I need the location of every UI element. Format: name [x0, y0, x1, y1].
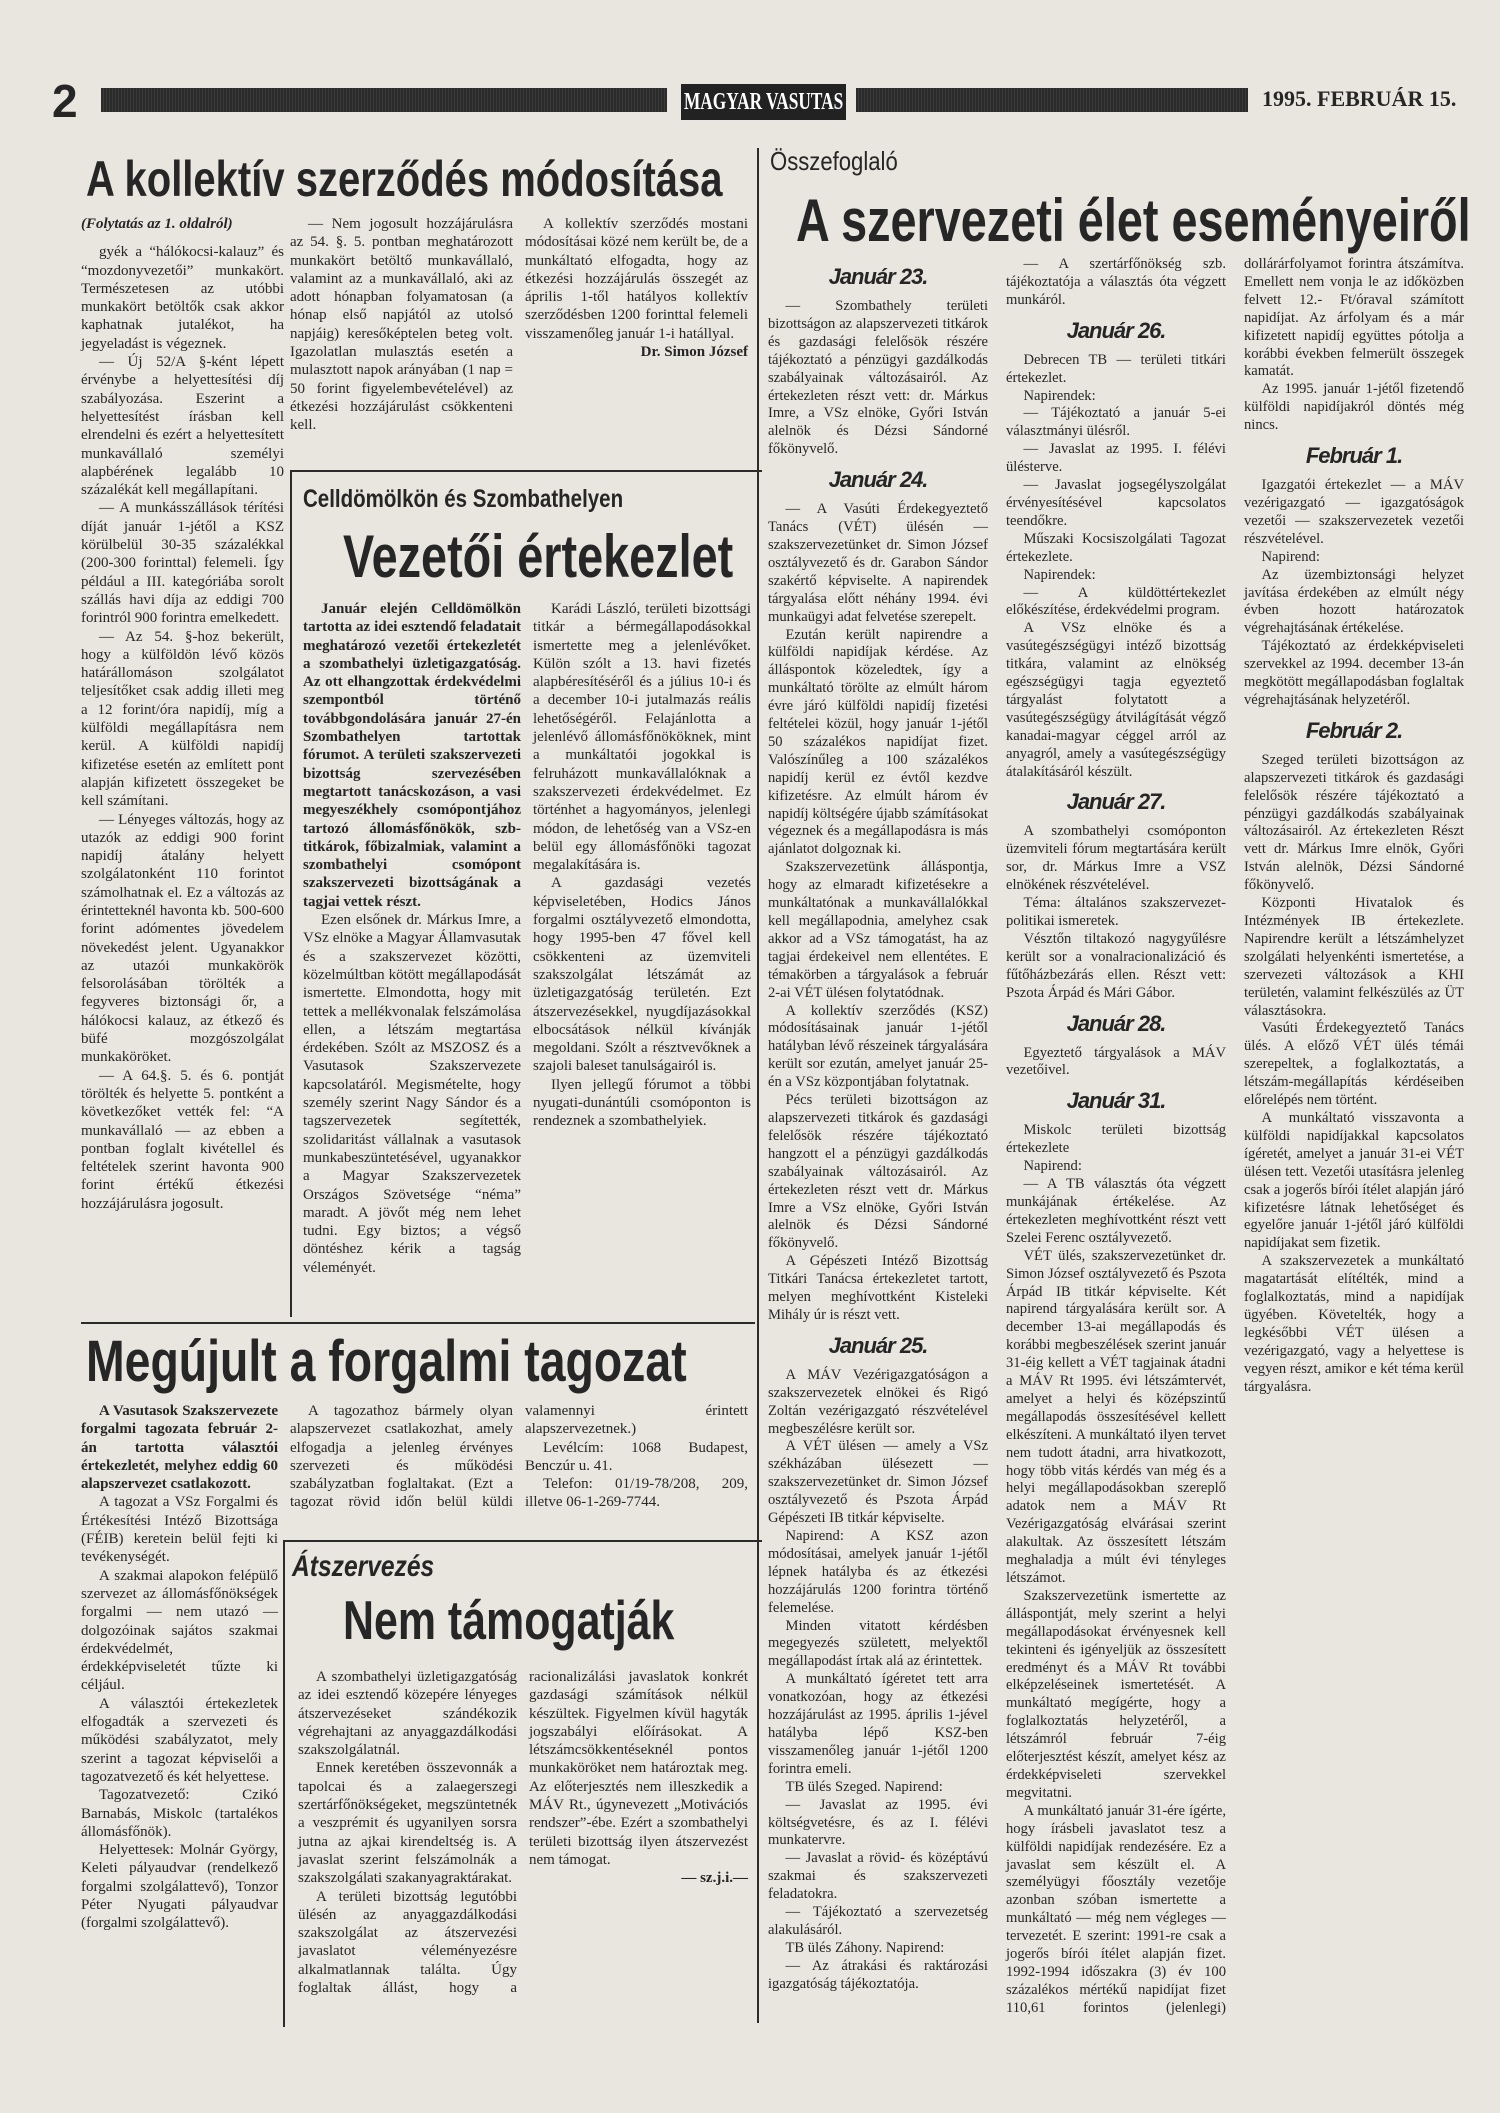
- paragraph: Szakszervezetünk ismertette az álláspontját, mely szerint a helyi megállapodásokat érvényesnek kell tekinteni és igényeljük az összesített eredményt és a MÁV Rt további elképzeléseinek ismertetését. A munkáltató megígérte, hogy a foglalkoztatás helyzetéről, a létszámról február 7-éig előterjesztést készít, amelyet kész az érdekképviseleti szervekkel megvitatni.: [1006, 1587, 1226, 1801]
- paragraph: TB ülés Szeged. Napirend:: [785, 1778, 943, 1795]
- paragraph: Szakszervezetünk álláspontja, hogy az elmaradt kifizetésekre a munkáltatónak a munkavállalókkal kell megállapodnia, amelyhez csak akkor ad a VSz támogatást, ha az tagjai érdekeivel nem ellentétes. E témakörben a tárgyalások a február 2-ai VÉT ülésen folytatódnak.: [768, 859, 988, 1001]
- date-heading: Február 2.: [1305, 717, 1403, 743]
- paragraph: Helyettesek: Molnár György, Keleti pályaudvar (rendelkező forgalmi szolgálattevő), Tonzor Péter Nyugati pályaudvar (forgalmi szolgálattevő).: [81, 1842, 278, 1932]
- paragraph: A Gépészeti Intéző Bizottság Titkári Tanácsa értekezletet tartott, melyen meghívottként Kisteleki Mihály úr is részt vett.: [768, 1253, 988, 1323]
- masthead-logo-text: MAGYAR VASUTAS: [683, 88, 844, 115]
- paragraph: Szeged területi bizottságon az alapszervezeti titkárok és gazdasági felelősök részére tájékoztató a pénzügyi gazdálkodás szabályainak változásairól. Az értekezleten Részt vett dr. Márkus Imre elnök, Győri István alelnök, Dézsi Sándorné főkönyvelő.: [1244, 751, 1464, 894]
- paragraph: Karádi László, területi bizottsági titkár a bérmegállapodásokkal ismertette meg a jelenlévőket. Külön szólt a 13. havi fizetés alapbéresítéséről és a július 10-i és a december 10-i jutalmazás reális lehetőségéről. Felajánlotta a jelenlévő állomásfőnököknek, mint a munkáltatói jogokkal is felruházott munkavállalóknak a szakszervezeti érdekvédelmet. Ez történhet a hagyományos, jelenlegi módon, de lehetőség van a VSz-en belül egy állomásfőnöki tagozat megalakítására is.: [533, 601, 751, 874]
- article-title: Nem támogatják: [343, 1589, 675, 1651]
- article-vezetoi-body: [303, 600, 751, 1310]
- paragraph: Napirend:: [1023, 1158, 1082, 1175]
- date-heading: Január 24.: [828, 467, 928, 493]
- paragraph: Téma: általános szakszervezet-politikai ismeretek.: [1006, 895, 1226, 929]
- paragraph: Levélcím: 1068 Budapest, Benczúr u. 41.: [525, 1439, 748, 1474]
- date-heading: Január 25.: [828, 1332, 928, 1358]
- paragraph: Ezen elsőnek dr. Márkus Imre, a VSz elnöke a Magyar Államvasutak és a szakszervezet közötti, közelmúltban kötött megállapodását ismertette. Elmondotta, hogy mit tettek a mellékvonalak felszámolása ellen, a létszám megtartása érdekében. Szólt az MSZOSZ és a Vasutasok Szakszervezete kapcsolatáról. Megismételte, hogy személy szerint Nagy Sándor és a tagszervezetek segítették, szolidaritást vállalnak a vasutasok munkabeszüntetésével, ugyanakkor a Magyar Szakszervezetek Országos Szövetsége “néma” maradt. A jövőt még nem lehet tudni. Egy biztos; a végső döntéshez kérik a tagság véleményét.: [303, 912, 521, 1276]
- article-kicker: Összefoglaló: [770, 146, 898, 176]
- paragraph: A szakmai alapokon felépülő szervezet az állomásfőnökségek forgalmi — nem utazó — dolgozóinak sajátos szakmai érdekvédelmét, érdekképviseletét tűzte ki céljául.: [81, 1567, 278, 1694]
- paragraph: A VÉT ülésen — amely a VSz székházában ülésezett — szakszervezetünket dr. Simon József osztályvezető és Pszota Árpád Gépészeti IB titkár képviselte.: [768, 1438, 988, 1527]
- paragraph: — Tájékoztató a szervezetség alakulásáról.: [768, 1904, 988, 1938]
- paragraph: Miskolc területi bizottság értekezlete: [1006, 1122, 1226, 1157]
- paragraph: Napirend:: [1261, 548, 1320, 565]
- article-title: Vezetői értekezlet: [343, 523, 734, 590]
- paragraph: A MÁV Vezérigazgatóságon a szakszervezetek elnökei és Rigó Zoltán vezérigazgató részvételével megbeszélésre került sor.: [768, 1366, 988, 1437]
- paragraph: Ennek keretében összevonnák a tapolcai és a zalaegerszegi szertárfőnökségeket, megszüntetnék a veszprémit és ugyanilyen sorsra jutna az ajkai kirendeltség is. A javaslat szerint felszámolnák a szakszolgálati szakanyagraktárakat.: [298, 1760, 517, 1887]
- paragraph: Minden vitatott kérdésben megegyezés született, melyektől megállapodást írtak alá az érintettek.: [768, 1617, 988, 1670]
- paragraph: VÉT ülés, szakszervezetünket dr. Simon József osztályvezető és Pszota Árpád IB titkár képviselte. Két napirend tárgyalására került sor. A december 13-ai megállapodás és korábbi megbeszélések szerint január 31-éig kellett a VÉT tagjainak átadni a MÁV Rt 1995. évi létszámtervét, amelyet a helyi és középszintű megállapodás összesítésével kellett elkészíteni. A munkáltató ilyen tervet nem tudott átadni, arra hivatkozott, hogy több vitás kérdés van még és a helyi megállapodásokban szereplő adatok nem a MÁV Rt Vezérigazgatóság elvárásai szerint alakultak. Az összesített létszám meghaladja a múlt évi tényleges létszámot.: [1006, 1247, 1226, 1586]
- article-kollektiv-col1: [81, 215, 284, 1213]
- paragraph: A Vasutasok Szakszervezete forgalmi tagozata február 2-án tartotta választói értekezletét, melyhez eddig 60 alapszervezet csatlakozott.: [81, 1403, 278, 1493]
- paragraph: A munkáltató visszavonta a külföldi napidíjakkal kapcsolatos ígéretét, amelyet a január 31-ei VÉT ülésen tett. Vezetői utasításra jelenleg csak a jogerős bírói ítélet alapján járó kifizetésre látnak lehetőséget és egyelőre január 1-jétől járó külföldi napidíjakat sem fizetik.: [1244, 1109, 1464, 1252]
- paragraph: — A küldöttértekezlet előkészítése, érdekvédelmi program.: [1006, 584, 1226, 619]
- paragraph: Tagozatvezető: Czikó Barnabás, Miskolc (tartalékos állomásfőnök).: [81, 1787, 278, 1840]
- date-heading: Január 31.: [1066, 1088, 1166, 1114]
- article-kicker: Celldömölkön és Szombathelyen: [303, 485, 624, 513]
- paragraph: — Lényeges változás, hogy az utazók az eddigi 900 forint napidíj átalány helyett szolgálatonként 110 forintot számolhatnak el. Ez a változás az érintetteknél havonta kb. 500-600 forint adómentes jövedelem növekedést jelent. Ugyanakkor az utazói munkakörök felsorolásában törölték a fegyveres biztonsági őr, a hálókocsi kalauz, az étkező és büfé mozgószolgálat munkaköröket.: [81, 811, 284, 1066]
- paragraph: A területi bizottság legutóbbi ülésén az anyaggazdálkodási szakszolgálat az átszervezési javaslatot véleményezésre alkalmatlannak találta. Úgy foglaltak állást, hogy a racionalizálási javaslatok konkrét gazdasági számítások nélkül készültek. Figyelmen kívül hagyták jogszabályi előírásokat. A létszámcsökkentéseknél pontos munkaköröket nem határoztak meg. Az előterjesztés nem illeszkedik a MÁV Rt., úgynevezett „Motivációs rendszer”-ébe. Ezért a szombathelyi területi bizottság ilyen átszervezést nem támogat.: [298, 1669, 748, 1997]
- paragraph: — Javaslat az 1995. évi költségvetésre, és az I. félévi munkatervre.: [768, 1796, 988, 1849]
- article-tagozat-col23: [290, 1402, 748, 1532]
- paragraph: Műszaki Kocsiszolgálati Tagozat értekezlete.: [1006, 530, 1226, 565]
- paragraph: A VSz elnöke és a vasútegészségügyi intéző bizottság titkára, valamint az elnökség egészségügyi tagja egyeztető tárgyalást folytatott a vasútegészségügy átvilágítását végző kanadai-magyar céggel arról az anyagról, amely a vasútegészségügy átalakításáról készült.: [1006, 620, 1226, 780]
- date-heading: Január 28.: [1066, 1010, 1166, 1036]
- paragraph: — Az átrakási és raktározási igazgatóság tájékoztatója.: [768, 1957, 988, 1992]
- paragraph: A szakszervezetek a munkáltató magatartását elítélték, mind a foglalkoztatás, mind a napidíjak ügyében. Követelték, hogy a legkésőbbi VÉT ülésen a vezérigazgató, vagy a helyettese is vegyen részt, amikor e két téma kerül tárgyalásra.: [1244, 1253, 1464, 1395]
- paragraph: Telefon: 01/19-78/208, 209, illetve 06-1-269-7744.: [525, 1476, 748, 1511]
- paragraph: — A munkásszállások térítési díját január 1-jétől a KSZ körülbelül 30-35 százalékkal (200-300 forinttal) felemeli. Így például a III. kategóriába sorolt szállás havi díja az eddigi 700 forintról 900 forintra emelkedett.: [81, 500, 284, 627]
- page-number: 2: [52, 75, 78, 127]
- paragraph: — A TB választás óta végzett munkájának értékelése. Az értekezleten meghívottként részt vett Szelei Ferenc osztályvezető.: [1006, 1176, 1226, 1246]
- paragraph: A tagozat a VSz Forgalmi és Értékesítési Intéző Bizottsága (FÉIB) keretein belül fejti ki tevékenységét.: [81, 1494, 278, 1566]
- paragraph: TB ülés Záhony. Napirend:: [785, 1939, 945, 1956]
- paragraph: — Javaslat jogsegélyszolgálat érvényesítésével kapcsolatos teendőkre.: [1006, 477, 1226, 529]
- article-atszervezes-body: [298, 1668, 748, 2013]
- paragraph: Debrecen TB — területi titkári értekezlet.: [1006, 351, 1226, 386]
- author-signature: Dr. Simon József: [640, 344, 748, 361]
- date-heading: Január 26.: [1066, 317, 1166, 343]
- article-kollektiv-title-wrap: [86, 150, 882, 208]
- paragraph: — Javaslat az 1995. I. félévi ülésterve.: [1006, 441, 1226, 476]
- paragraph: A kollektív szerződés (KSZ) módosításainak január 1-jétől hatályban lévő részeinek tárgyalására került sor ezután, amelyet január 25-én a VSz központjában folytatnak.: [768, 1002, 988, 1091]
- paragraph: Napirendek:: [1023, 566, 1096, 583]
- paragraph: — Nem jogosult hozzájárulásra az 54. §. 5. pontban meghatározott munkakört betöltő munkavállaló, valamint az a munkavállaló, aki az adott hónapban folyamatosan (a hónap első napjától az utolsó napjáig) keresőképtelen beteg volt. Igazolatlan mulasztás esetén a mulasztott napok arányában (1 nap = 50 forint figyelembevételével) az étkezési hozzájárulást csökkenteni kell.: [290, 216, 513, 434]
- paragraph: Vésztőn tiltakozó nagygyűlésre került sor a vonalracionalizáció és fűtőházbezárás ellen. Részt vett: Pszota Árpád és Mári Gábor.: [1006, 930, 1226, 1001]
- paragraph: Tájékoztató az érdekképviseleti szervekkel az 1994. december 13-án megkötött megállapodásban foglaltak végrehajtásának helyzetéről.: [1244, 638, 1464, 708]
- date-heading: Február 1.: [1305, 443, 1403, 469]
- article-osszefoglalo-body: [768, 256, 1464, 2026]
- paragraph: Napirendek:: [1023, 387, 1096, 404]
- article-kollektiv-col23: [290, 215, 748, 460]
- paragraph: Egyeztető tárgyalások a MÁV vezetőivel.: [1006, 1044, 1226, 1079]
- paragraph: — Új 52/A §-ként lépett érvénybe a helyettesítési díj szabályozása. Eszerint a helyettesítést írásban kell elrendelni és ezért a helyettesített munkavállaló személyi alapbérének legalább 10 százalékát kell megállapítani.: [81, 354, 284, 499]
- title-wrap: [796, 186, 1500, 255]
- kicker-wrap: [770, 146, 920, 177]
- kicker-wrap: [292, 1550, 465, 1584]
- paragraph: Január elején Celldömölkön tartotta az idei esztendő feladatait meghatározó vezetői értekezletét a szombathelyi üzletigazgatóság. Az ott elhangzottak érdekvédelmi szempontból történő továbbgondolására január 27-én Szombathelyen tartottak fórumot. A területi szakszervezeti bizottság szervezésében megtartott tanácskozáson, a vasi megyeszékhely csomópontjához tartozó állomásfőnökök, szb-titkárok, főbizalmiak, valamint a szombathelyi csomópont szakszervezeti bizottságának a tagjai vettek részt.: [303, 601, 521, 910]
- paragraph: — A Vasúti Érdekegyeztető Tanács (VÉT) ülésén — szakszervezetünket dr. Simon József osztályvezető és dr. Garabon Sándor szakértő képviselte. A napirendek tárgyalása előtt néhány 1994. évi munkaügyi adat felvetése szerepelt.: [768, 501, 988, 625]
- title-wrap: [343, 1588, 768, 1652]
- article-title: A kollektív szerződés módosítása: [86, 151, 723, 207]
- paragraph: — A szertárfőnökség szb. tájékoztatója a választás óta végzett munkáról.: [1006, 256, 1226, 308]
- article-title: Megújult a forgalmi tagozat: [86, 1329, 687, 1394]
- paragraph: — A 64.§. 5. és 6. pontját törölték és helyette 5. pontként a következőket vették fel: “A munkavállaló — az ebben a pontban foglalt kivétellel és feltételek szerint havonta 900 forint értékű étkezési hozzájárulásra jogosult.: [81, 1067, 284, 1212]
- paragraph: A kollektív szerződés mostani módosításai közé nem került be, de a munkáltató elfogadta, hogy az étkezési hozzájárulás összegét az április 1-től hatályos kollektív szerződésben 1200 forinttal felemeli visszamenőleg január 1-i hatállyal.: [525, 216, 748, 342]
- column-divider: [757, 148, 759, 2023]
- paragraph: — Az 54. §-hoz bekerült, hogy a külföldön lévő közös határállomáson szolgálatot teljesítőket csak addig illeti meg a 12 forint/óra napidíj, míg a külföldi megállapításra nem kerül. A külföldi napidíj kifizetése esetén az említett pont alapján kifizetett összegeket be kell számítani.: [81, 628, 284, 810]
- title-wrap: [86, 1328, 837, 1395]
- paragraph: — Tájékoztató a január 5-ei választmányi ülésről.: [1006, 405, 1226, 440]
- header-rule-left: [101, 88, 667, 112]
- paragraph: Napirend: A KSZ azon módosításai, amelyek január 1-jétől lépnek hatályba és az étkezési hozzájárulás 1200 forintra történő felemelése.: [768, 1528, 988, 1616]
- kicker-wrap: [303, 485, 693, 514]
- paragraph: Központi Hivatalok és Intézmények IB értekezlete. Napirendre került a létszámhelyzet szolgálati helyenkénti ismertetése, a szervezeti változások a KHI területén, valamint felkészülés az ÜT választásokra.: [1244, 895, 1464, 1019]
- issue-date: 1995. FEBRUÁR 15.: [1262, 86, 1457, 111]
- section-divider: [81, 1322, 755, 1324]
- paragraph: Ilyen jellegű fórumot a többi nyugati-dunántúli csomóponton is rendeznek a szombathelyiek.: [533, 1076, 751, 1130]
- paragraph: Vasúti Érdekegyeztető Tanács ülés. A előző VÉT ülés témái szerepeltek, a foglalkoztatás, a létszám-megállapítás kérdéseiben előrelépés nem történt.: [1244, 1020, 1464, 1109]
- paragraph: A választói értekezletek elfogadták a szervezeti és működési szabályzatot, mely szerint a tagozat képviselői a tagozatvezető és két helyettese.: [81, 1695, 278, 1785]
- paragraph: Igazgatói értekezlet — a MÁV vezérigazgató — igazgatóságok vezetői — szakszervezetek vezetői részvételével.: [1244, 477, 1464, 547]
- paragraph: — Javaslat a rövid- és középtávú szakmai és szakszervezeti feladatokra.: [768, 1850, 988, 1903]
- header-rule-right: [856, 88, 1248, 112]
- paragraph: A tagozathoz bármely olyan alapszervezet csatlakozhat, amely elfogadja a jelenleg érvényes szervezeti és működési szabályzatban foglaltakat. (Ezt a tagozat rövid időn belül küldi valamennyi érintett alapszervezetnek.): [290, 1403, 748, 1511]
- author-signature: — sz.j.i.—: [681, 1870, 748, 1887]
- paragraph: Ezután került napirendre a külföldi napidíjak kérdése. Az álláspontok közeledtek, így a munkáltató törölte az elmúlt három évre járó külföldi napidíj fizetési feltételei közül, hogy január 1-jétől 50 százalékos napidíjat fizet. Valószínűleg a 100 százalékos napidíj kerül ez évtől kezdve kifizetésre. Az elmúlt három év napidíj költségére újabb számításokat végeznek és a megállapodásra is más ajánlatot dolgoznak ki.: [768, 626, 988, 858]
- article-title: A szervezeti élet eseményeiről: [796, 187, 1471, 254]
- paragraph: A munkáltató január 31-ére ígérte, hogy írásbeli javaslatot tesz a külföldi napidíjak rendezésére. Ez a javaslat sem készült el. A személyügyi főosztály vezetője azonban szóban ismertette a munkáltató — még nem végleges — tervezetét. E szerint: 1991-re csak a jogerős bírói ítélet alapján fizet. 1992-1994 időszakra (3) év 100 százalékos mértékű napidíjat fizet 110,61 forintos (jelenlegi) dollárárfolyamot forintra átszámítva. Emellett nem vonja le az időközben felvett 12.- Ft/óraval számított napidíjat. Az árfolyam és a már kifizetett napidíj együttes pótolja a korábbi években felmerült összegek kamatát.: [1006, 256, 1464, 2016]
- paragraph: A szombathelyi üzletigazgatóság az idei esztendő közepére lényeges átszervezéseket szándékozik végrehajtani az anyaggazdálkodási szakszolgálatnál.: [298, 1669, 517, 1759]
- article-kicker: Átszervezés: [292, 1550, 435, 1583]
- masthead-logo: [681, 84, 846, 120]
- paragraph: A szombathelyi csomóponton üzemviteli fórum megtartására került sor, dr. Márkus Imre a VSZ elnökének részvételével.: [1006, 823, 1226, 894]
- continuation-note: (Folytatás az 1. oldalról): [81, 216, 233, 232]
- paragraph: A munkáltató ígéretet tett arra vonatkozóan, hogy az étkezési hozzájárulást az 1995. április 1-jével hatályba lépő KSZ-ben visszamenőleg január 1-jétől 1200 forintra emeli.: [768, 1671, 988, 1777]
- date-heading: Január 23.: [828, 264, 928, 289]
- paragraph: Az üzembiztonsági helyzet javítása érdekében az elmúlt négy évben hozott határozatok végrehajtásának értékelése.: [1244, 566, 1464, 637]
- article-tagozat-col1: [81, 1402, 278, 1933]
- paragraph: A gazdasági vezetés képviseletében, Hodics János forgalmi osztályvezető elmondotta, hogy 1995-ben 47 fővel kell csökkenteni az üzemviteli szakszolgálat létszámát az üzletigazgatóság területén. Ezt átszervezésekkel, nyugdíjazásokkal elbocsátások nélkül kívánják megoldani. Szólt a résztvevőknek a szajoli baleset tanulságairól is.: [533, 875, 751, 1075]
- date-heading: Január 27.: [1066, 789, 1166, 815]
- paragraph: Pécs területi bizottságon az alapszervezeti titkárok és gazdasági felelősök részére tájékoztató hangzott el a pénzügyi gazdálkodás szabályainak változásairól. Az értekezleten részt vett dr. Márkus Imre a VSz elnöke, Győri István alelnök és Dézsi Sándorné főkönyvelő.: [768, 1092, 988, 1252]
- paragraph: Az 1995. január 1-jétől fizetendő külföldi napidíjakról döntés még nincs.: [1244, 381, 1464, 434]
- paragraph: gyék a “hálókocsi-kalauz” és “mozdonyvezetői” munkakört. Természetesen az utóbbi munkakört betöltők csak akkor kaphatnak jutalékot, ha jegyeladást is végeznek.: [81, 244, 284, 352]
- paragraph: — Szombathely területi bizottságon az alapszervezeti titkárok és gazdasági felelősök részére tájékoztató a pénzügyi gazdálkodás szabályainak változásairól. Az értekezleten részt vett: dr. Márkus Imre, a VSz elnöke, Győri István alelnök és Dézsi Sándorné főkönyvelő.: [768, 298, 988, 458]
